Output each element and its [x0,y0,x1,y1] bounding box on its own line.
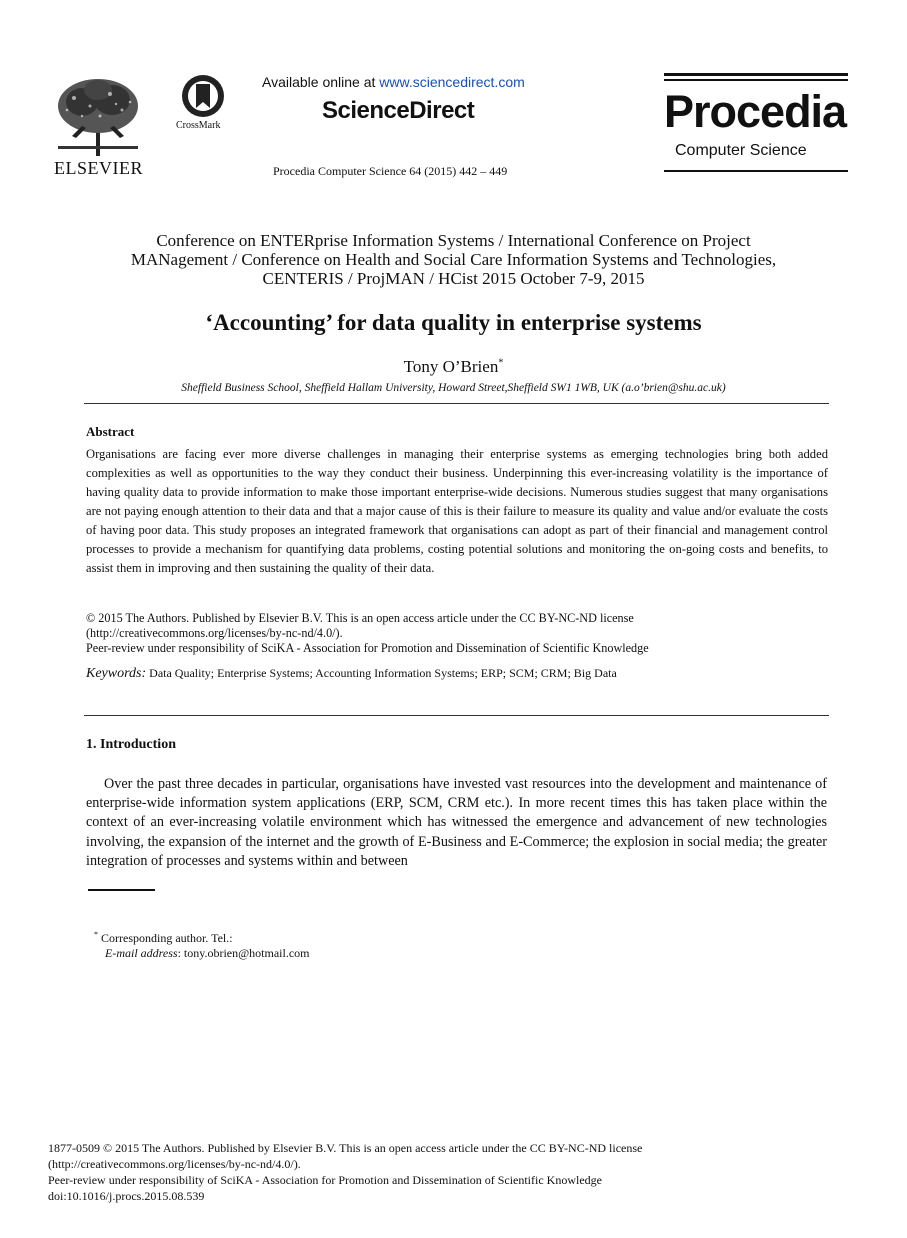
paper-title: ‘Accounting’ for data quality in enterprise systems [205,310,702,335]
footnote-rule [88,889,155,891]
journal-reference: Procedia Computer Science 64 (2015) 442 – 449 [273,164,508,178]
divider-bottom [84,715,829,716]
procedia-subtitle: Computer Science [675,142,807,159]
sciencedirect-link[interactable]: www.sciencedirect.com [379,74,525,90]
procedia-rule-bottom [664,170,848,172]
abstract-heading: Abstract [86,424,135,439]
issn-line: 1877-0509 © 2015 The Authors. Published by Elsevier B.V. This is an open access article under the CC BY-NC-ND license [48,1141,643,1155]
elsevier-wordmark: ELSEVIER [54,158,143,178]
procedia-rule-top [664,73,848,76]
keywords-label: Keywords: [86,666,147,681]
email-label: E-mail address [105,946,178,960]
procedia-rule-top-thin [664,79,848,81]
footnote-email [105,946,309,961]
copyright-notice [86,611,828,656]
introduction-paragraph: Over the past three decades in particular, organisations have invested vast resources into the development and maintenance of enterprise-wide information system applications (ERP, SCM, CRM etc.). In more recent times this has taken place within the context of an ever-increasing volatile environment which has witnessed the emergence and advancement of new technologies involving, the expansion of the internet and the growth of E-Business and E-Commerce; the explosion in social media; the greater integration of processes and systems within and between [86,776,827,869]
section-heading-introduction: 1. Introduction [86,737,176,752]
procedia-logo: Procedia [664,86,847,137]
keywords [86,666,828,682]
crossmark-icon[interactable] [178,74,228,122]
sciencedirect-brand: ScienceDirect [322,97,475,124]
conference-line: MANagement / Conference on Health and Social Care Information Systems and Technologies, [130,250,777,269]
footnote-tel: Corresponding author. Tel.: [98,931,233,945]
footnote-mark: * [94,930,98,939]
author [60,357,847,377]
available-prefix: Available online at [262,74,380,90]
peer-review-line: Peer-review under responsibility of SciKA - Association for Promotion and Dissemination of Scientific Knowledge [86,641,649,655]
crossmark-label: CrossMark [176,120,221,131]
license-link[interactable]: (http://creativecommons.org/licenses/by-nc-nd/4.0/). [86,626,343,640]
doi-link[interactable]: doi:10.1016/j.procs.2015.08.539 [48,1189,205,1203]
copyright-line: © 2015 The Authors. Published by Elsevier B.V. This is an open access article under the CC BY-NC-ND license [86,611,634,625]
bottom-license-link[interactable]: (http://creativecommons.org/licenses/by-nc-nd/4.0/). [48,1157,301,1171]
conference-line: CENTERIS / ProjMAN / HCist 2015 October 7-9, 2015 [262,269,645,288]
bottom-copyright [48,1140,848,1204]
keywords-list: Data Quality; Enterprise Systems; Accounting Information Systems; ERP; SCM; CRM; Big Data [149,666,617,680]
author-affiliation: Sheffield Business School, Sheffield Hallam University, Howard Street,Sheffield SW1 1WB, UK (a.o’brien@shu.ac.uk) [181,382,726,394]
divider-top [84,403,829,404]
abstract-body: Organisations are facing ever more diverse challenges in managing their enterprise systems as emerging technologies bring both added complexities as well as opportunities to the way they conduct their business. Underpinning this ever-increasing volatility is the importance of having quality data to provide information to make those important enterprise-wide decisions. Numerous studies suggest that many organisations are not paying enough attention to their data and that a major cause of this is their failure to measure its quality and value and/or evaluate the costs of having poor data. This study proposes an integrated framework that organisations can adopt as part of their financial and management control processes to provide a mechanism for quantifying data problems, costing potential solutions and monitoring the on-going costs and benefits, to assist them in improving and then sustaining the quality of their data. [86,447,828,575]
email-value: : tony.obrien@hotmail.com [177,946,310,960]
bottom-peer-review: Peer-review under responsibility of SciKA - Association for Promotion and Dissemination of Scientific Knowledge [48,1173,602,1187]
conference-info [60,231,847,288]
conference-line: Conference on ENTERprise Information Systems / International Conference on Project [156,231,751,250]
available-online [262,74,525,90]
author-name: Tony O’Brien [403,357,499,376]
author-footnote-mark[interactable]: * [498,357,504,369]
footnote-corresponding [94,930,233,946]
elsevier-tree-logo [52,76,144,158]
